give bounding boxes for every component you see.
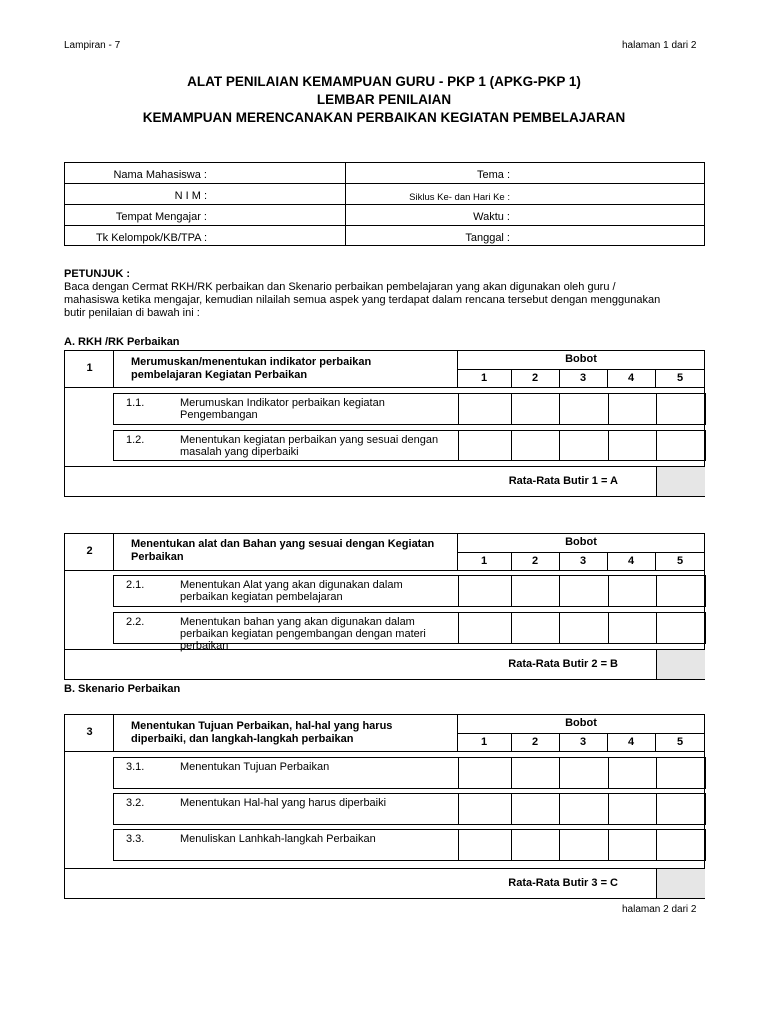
item-line: Menentukan Alat yang akan digunakan dalam <box>180 579 403 591</box>
criterion-number: 2 <box>86 545 93 557</box>
score-cell-2[interactable] <box>512 576 559 606</box>
average-label: Rata-Rata Butir 1 = A <box>508 475 618 487</box>
score-header-5: 5 <box>676 555 684 567</box>
score-cell-3[interactable] <box>560 394 608 424</box>
item-row <box>113 575 706 607</box>
item-text <box>180 833 460 845</box>
average-label: Rata-Rata Butir 2 = B <box>508 658 618 670</box>
score-header-2: 2 <box>531 555 539 567</box>
score-cell-5[interactable] <box>657 394 705 424</box>
item-row <box>113 793 706 825</box>
score-cell-4[interactable] <box>609 394 656 424</box>
criterion-line: Menentukan Tujuan Perbaikan, hal-hal yang harus <box>131 720 393 732</box>
criterion-line: pembelajaran Kegiatan Perbaikan <box>131 369 308 381</box>
criterion-text <box>131 356 451 382</box>
item-line: Menentukan Hal-hal yang harus diperbaiki <box>180 797 387 809</box>
score-header-5: 5 <box>676 372 684 384</box>
score-cell-1[interactable] <box>459 576 511 606</box>
item-line: Menentukan kegiatan perbaikan yang sesuai dengan <box>180 434 439 446</box>
criterion-line: Perbaikan <box>131 551 184 563</box>
average-label: Rata-Rata Butir 3 = C <box>508 877 618 889</box>
score-cell-5[interactable] <box>657 830 705 860</box>
student-name-label: Nama Mahasiswa : <box>113 169 207 181</box>
item-number: 1.2. <box>126 434 145 446</box>
score-header-2: 2 <box>531 372 539 384</box>
item-row <box>113 393 706 425</box>
item-text <box>180 579 460 603</box>
item-line: perbaikan kegiatan pembelajaran <box>180 591 343 603</box>
score-cell-1[interactable] <box>459 830 511 860</box>
item-row <box>113 612 706 652</box>
score-header-3: 3 <box>579 736 587 748</box>
score-cell-3[interactable] <box>560 613 608 643</box>
criterion-block-1 <box>64 350 705 497</box>
instructions-line: Baca dengan Cermat RKH/RK perbaikan dan Skenario perbaikan pembelajaran yang akan digunakan oleh guru / <box>64 281 616 293</box>
nim-label: N I M : <box>174 190 207 202</box>
score-header-4: 4 <box>627 736 635 748</box>
item-number: 3.3. <box>126 833 145 845</box>
item-line: Menentukan Tujuan Perbaikan <box>180 761 330 773</box>
doc-subtitle: LEMBAR PENILAIAN <box>316 92 452 107</box>
score-cell-5[interactable] <box>657 576 705 606</box>
criterion-block-2 <box>64 533 705 680</box>
item-row <box>113 829 706 861</box>
section-b-title: B. Skenario Perbaikan <box>64 683 181 695</box>
time-label: Waktu : <box>473 211 510 223</box>
group-level-label: Tk Kelompok/KB/TPA : <box>95 232 207 244</box>
section-a-title: A. RKH /RK Perbaikan <box>64 336 180 348</box>
item-line: masalah yang diperbaiki <box>180 446 299 458</box>
page-footer: halaman 2 dari 2 <box>622 904 697 915</box>
score-header-1: 1 <box>480 736 488 748</box>
score-header-4: 4 <box>627 372 635 384</box>
attachment-label: Lampiran - 7 <box>64 40 121 51</box>
instructions-line: mahasiswa ketika mengajar, kemudian nilailah semua aspek yang terdapat dalam rencana tersebut dengan menggunakan <box>64 294 661 306</box>
criterion-text <box>131 538 451 564</box>
score-cell-2[interactable] <box>512 431 559 460</box>
item-number: 3.2. <box>126 797 145 809</box>
item-row <box>113 757 706 789</box>
item-text <box>180 616 460 652</box>
score-cell-2[interactable] <box>512 613 559 643</box>
criterion-text <box>131 720 451 746</box>
score-cell-4[interactable] <box>609 613 656 643</box>
score-header-3: 3 <box>579 372 587 384</box>
item-row <box>113 430 706 461</box>
item-number: 3.1. <box>126 761 145 773</box>
identity-table <box>64 162 705 246</box>
score-cell-1[interactable] <box>459 431 511 460</box>
item-text <box>180 761 460 773</box>
score-cell-2[interactable] <box>512 830 559 860</box>
score-cell-5[interactable] <box>657 794 705 824</box>
criterion-number: 3 <box>86 726 93 738</box>
score-header-3: 3 <box>579 555 587 567</box>
score-cell-1[interactable] <box>459 794 511 824</box>
criterion-line: Menentukan alat dan Bahan yang sesuai dengan Kegiatan <box>131 538 435 550</box>
score-cell-3[interactable] <box>560 431 608 460</box>
criterion-number: 1 <box>86 362 93 374</box>
score-cell-3[interactable] <box>560 830 608 860</box>
item-text <box>180 397 460 421</box>
score-cell-2[interactable] <box>512 758 559 788</box>
score-cell-1[interactable] <box>459 613 511 643</box>
bobot-header: Bobot <box>565 717 597 729</box>
page-number: halaman 1 dari 2 <box>622 40 697 51</box>
score-cell-2[interactable] <box>512 794 559 824</box>
score-cell-5[interactable] <box>657 613 705 643</box>
score-header-1: 1 <box>480 555 488 567</box>
item-line: Pengembangan <box>180 409 258 421</box>
score-cell-3[interactable] <box>560 576 608 606</box>
score-cell-3[interactable] <box>560 794 608 824</box>
criterion-block-3 <box>64 714 705 899</box>
score-cell-2[interactable] <box>512 394 559 424</box>
teaching-place-label: Tempat Mengajar : <box>115 211 207 223</box>
item-line: perbaikan kegiatan pengembangan dengan materi <box>180 628 426 640</box>
item-line: perbaikan <box>180 640 229 652</box>
score-cell-5[interactable] <box>657 758 705 788</box>
score-header-5: 5 <box>676 736 684 748</box>
score-header-2: 2 <box>531 736 539 748</box>
average-score-cell[interactable] <box>656 649 705 680</box>
score-cell-4[interactable] <box>609 758 656 788</box>
item-number: 2.2. <box>126 616 145 628</box>
item-number: 2.1. <box>126 579 145 591</box>
score-cell-4[interactable] <box>609 794 656 824</box>
instructions-title: PETUNJUK : <box>64 268 131 280</box>
instructions-text <box>64 281 709 320</box>
doc-title: ALAT PENILAIAN KEMAMPUAN GURU - PKP 1 (APKG-PKP 1) <box>187 74 581 89</box>
item-line: Menuliskan Lanhkah-langkah Perbaikan <box>180 833 376 845</box>
score-cell-5[interactable] <box>657 431 705 460</box>
item-line: Merumuskan Indikator perbaikan kegiatan <box>180 397 385 409</box>
item-text <box>180 434 460 458</box>
bobot-header: Bobot <box>565 353 597 365</box>
average-score-cell[interactable] <box>656 868 705 899</box>
criterion-line: diperbaiki, dan langkah-langkah perbaikan <box>131 733 354 745</box>
average-score-cell[interactable] <box>656 466 705 497</box>
score-cell-3[interactable] <box>560 758 608 788</box>
item-text <box>180 797 460 809</box>
score-cell-1[interactable] <box>459 394 511 424</box>
bobot-header: Bobot <box>565 536 597 548</box>
item-number: 1.1. <box>126 397 145 409</box>
score-cell-4[interactable] <box>609 830 656 860</box>
doc-subtitle-2: KEMAMPUAN MERENCANAKAN PERBAIKAN KEGIATAN PEMBELAJARAN <box>142 110 626 125</box>
cycle-day-label: Siklus Ke- dan Hari Ke : <box>409 192 510 203</box>
item-line: Menentukan bahan yang akan digunakan dalam <box>180 616 415 628</box>
score-cell-4[interactable] <box>609 576 656 606</box>
score-header-1: 1 <box>480 372 488 384</box>
date-label: Tanggal : <box>465 232 510 244</box>
theme-label: Tema : <box>476 169 510 181</box>
criterion-line: Merumuskan/menentukan indikator perbaikan <box>131 356 372 368</box>
instructions-line: butir penilaian di bawah ini : <box>64 307 200 319</box>
score-cell-4[interactable] <box>609 431 656 460</box>
score-header-4: 4 <box>627 555 635 567</box>
score-cell-1[interactable] <box>459 758 511 788</box>
